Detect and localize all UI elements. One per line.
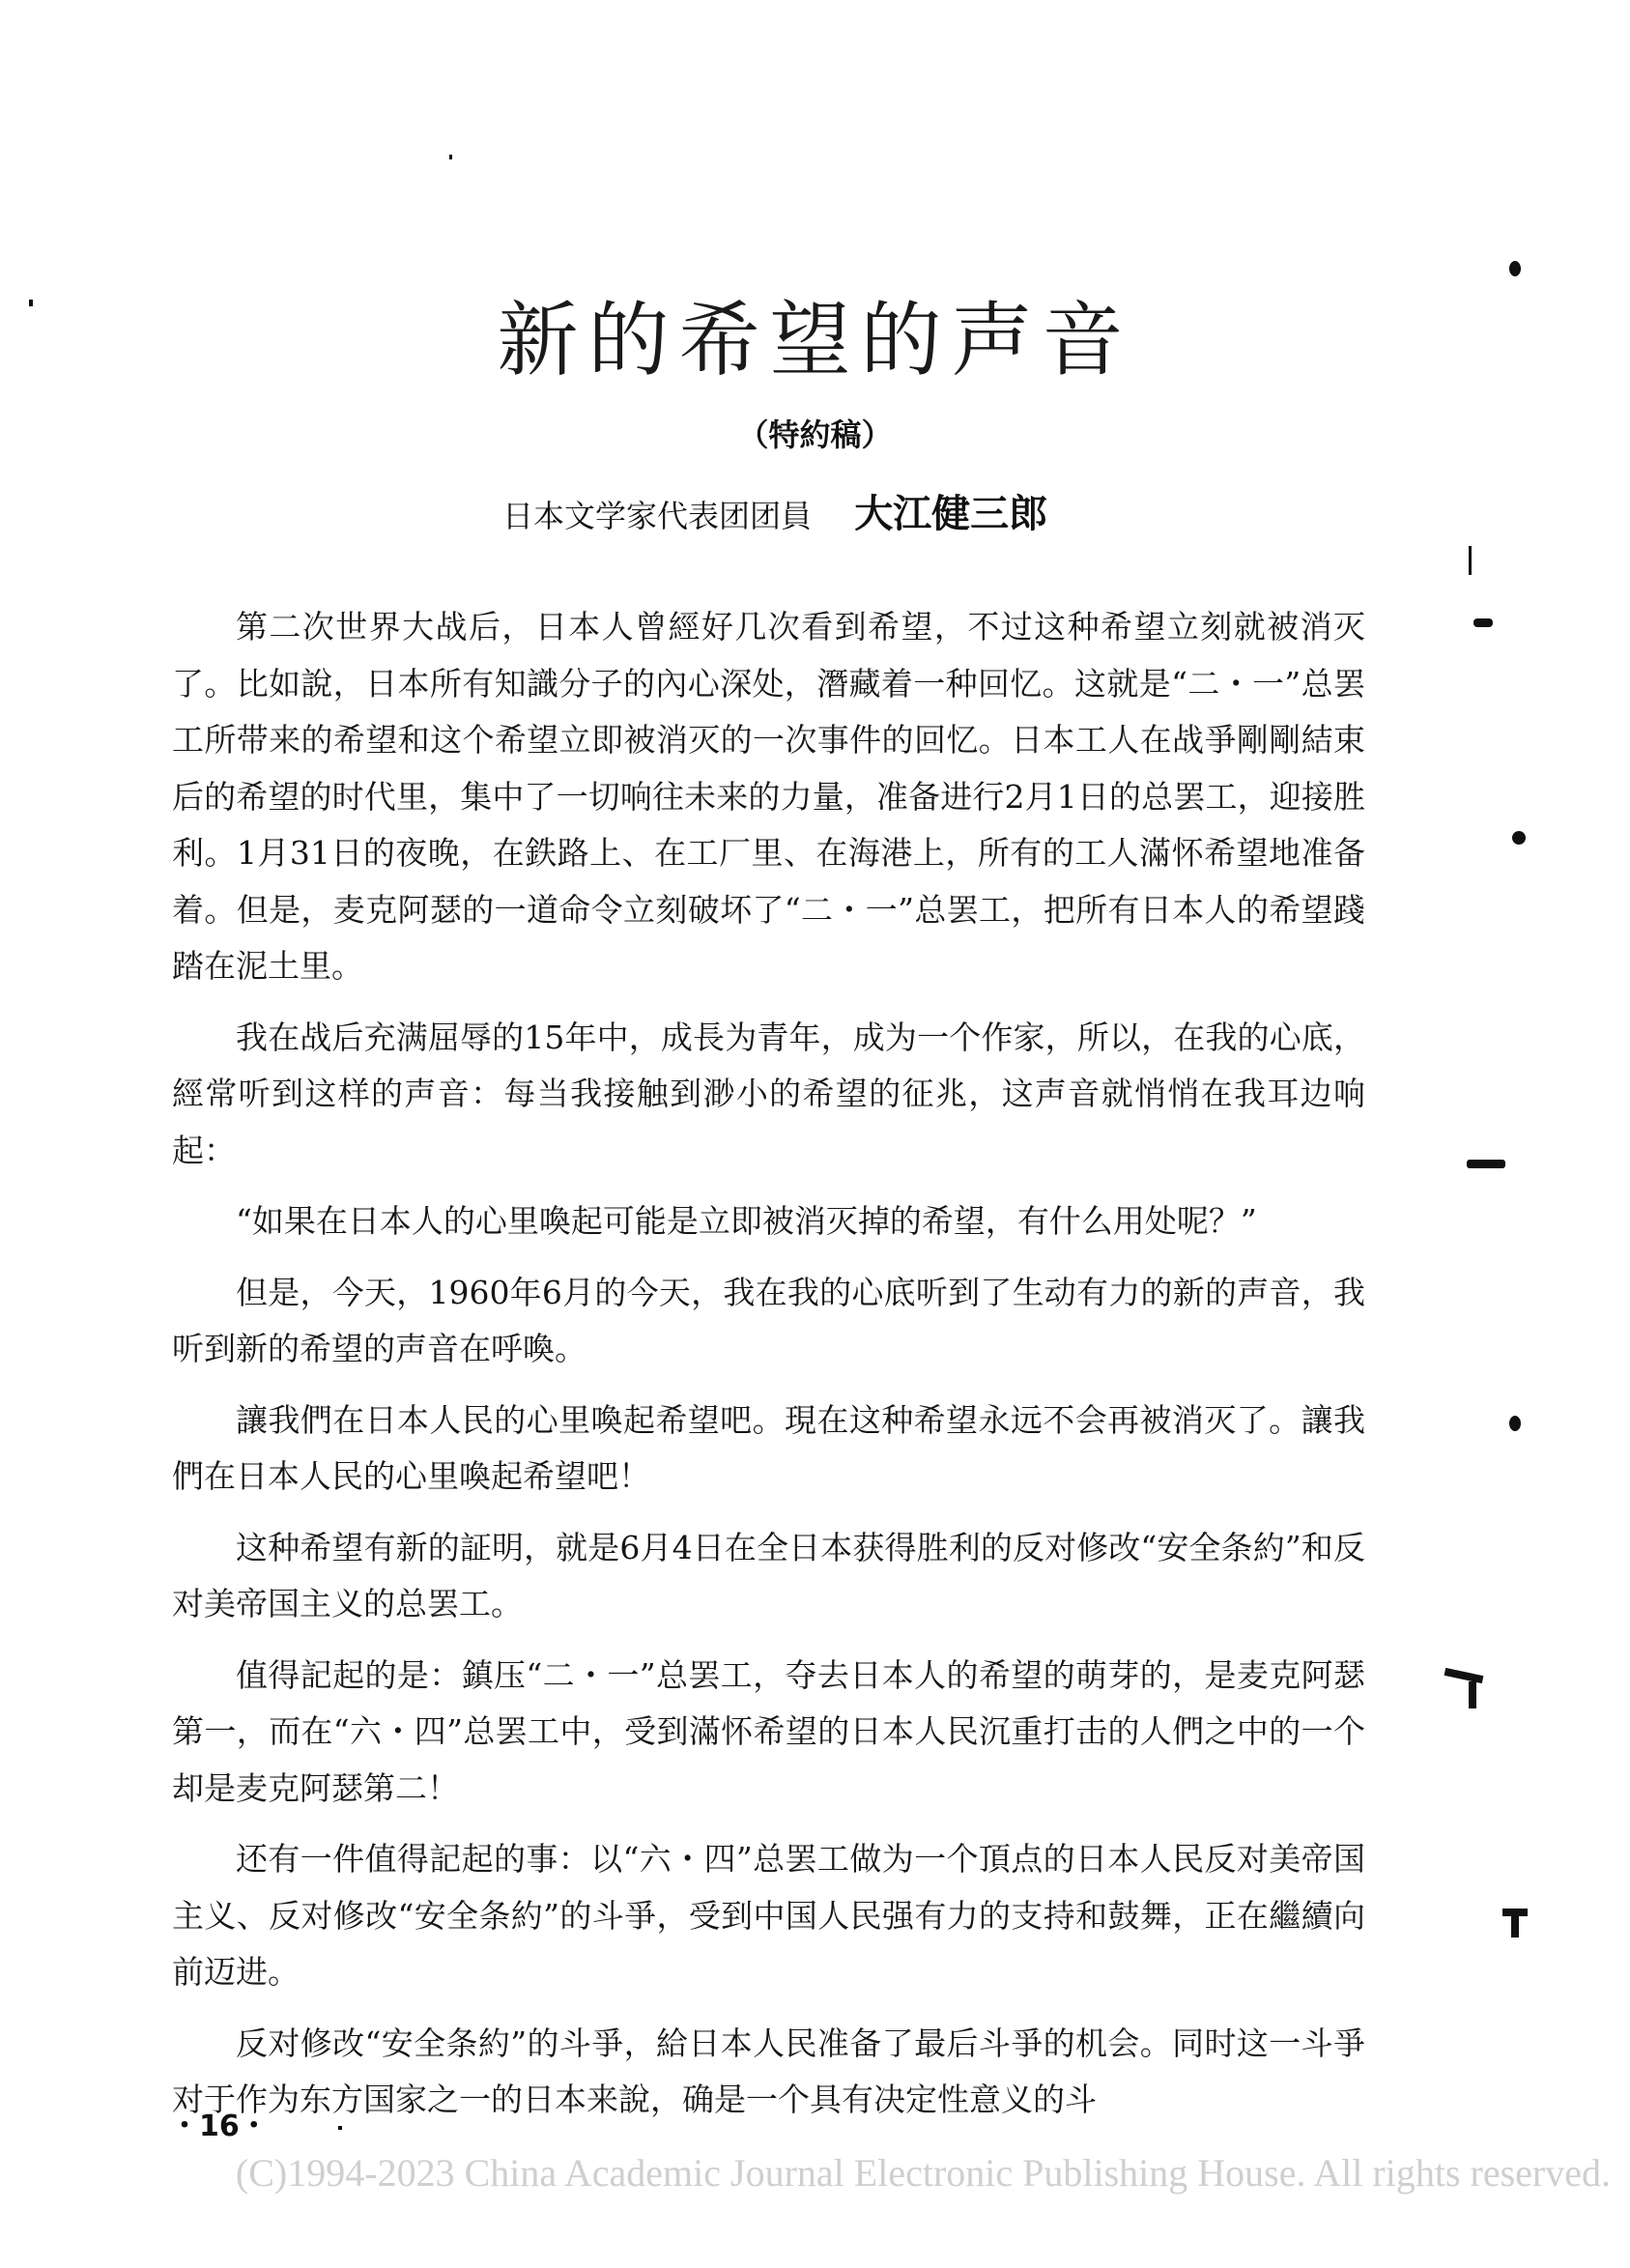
scan-speck [338,2126,342,2130]
scan-speck [29,300,33,306]
paragraph-6: 这种希望有新的証明，就是6月4日在全日本获得胜利的反对修改“安全条約”和反对美帝国主义的总罢工。 [172,1528,1365,1622]
paragraph-7: 值得記起的是：鎮压“二・一”总罢工，夺去日本人的希望的萌芽的，是麦克阿瑟第一，而在“六・四”总罢工中，受到滿怀希望的日本人民沉重打击的人們之中的一个却是麦克阿瑟第二！ [172,1655,1365,1807]
byline [502,483,1047,538]
page-number: ・16・ [170,2110,269,2143]
scan-speck [1509,261,1521,276]
byline-author: 大江健三郎 [854,492,1048,536]
paragraph-9: 反对修改“安全条約”的斗爭，給日本人民准备了最后斗爭的机会。同时这一斗爭对于作为东方国家之一的日本来說，确是一个具有决定性意义的斗 [172,2024,1365,2118]
scan-speck [449,155,452,159]
scan-speck [1469,546,1472,575]
paragraph-5: 讓我們在日本人民的心里喚起希望吧。現在这种希望永远不会再被消灭了。讓我們在日本人民的心里喚起希望吧！ [172,1400,1365,1495]
scan-speck [1473,618,1493,627]
paragraph-8: 还有一件值得記起的事：以“六・四”总罢工做为一个頂点的日本人民反对美帝国主义、反对修改“安全条約”的斗爭，受到中国人民强有力的支持和鼓舞，正在繼續向前迈进。 [172,1840,1365,1991]
paragraph-3: “如果在日本人的心里喚起可能是立即被消灭掉的希望，有什么用处呢？” [236,1202,1257,1240]
scan-speck [1509,1416,1521,1431]
scan-speck [1469,1681,1476,1708]
scan-speck [1512,831,1526,845]
paragraph-2: 我在战后充满屈辱的15年中，成長为青年，成为一个作家，所以，在我的心底，經常听到这样的声音：每当我接触到渺小的希望的征兆，这声音就悄悄在我耳边响起： [172,1018,1365,1169]
scan-speck [1444,1668,1484,1683]
paragraph-1: 第二次世界大战后，日本人曾經好几次看到希望，不过这种希望立刻就被消灭了。比如說，日本所有知識分子的內心深处，潛藏着一种回忆。这就是“二・一”总罢工所带来的希望和这个希望立即被消灭的一次事件的回忆。日本工人在战爭剛剛結束后的希望的时代里，集中了一切响往未来的力量，准备进行2月1日的总罢工，迎接胜利。1月31日的夜晚，在鉄路上、在工厂里、在海港上，所有的工人滿怀希望地准备着。但是，麦克阿瑟的一道命令立刻破坏了“二・一”总罢工，把所有日本人的希望踐踏在泥土里。 [172,608,1365,985]
scan-speck [1511,1909,1519,1938]
article-title: 新的希望的声音 [497,293,1133,388]
paragraph-4: 但是，今天，1960年6月的今天，我在我的心底听到了生动有力的新的声音，我听到新的希望的声音在呼喚。 [172,1273,1365,1367]
byline-role: 日本文学家代表团团員 [502,498,813,534]
copyright-watermark: (C)1994-2023 China Academic Journal Electronic Publishing House. All rights reserved. [235,2151,1611,2195]
article-body [172,599,1365,2143]
scan-speck [1467,1160,1505,1168]
article-subtitle: （特約稿） [737,416,893,453]
